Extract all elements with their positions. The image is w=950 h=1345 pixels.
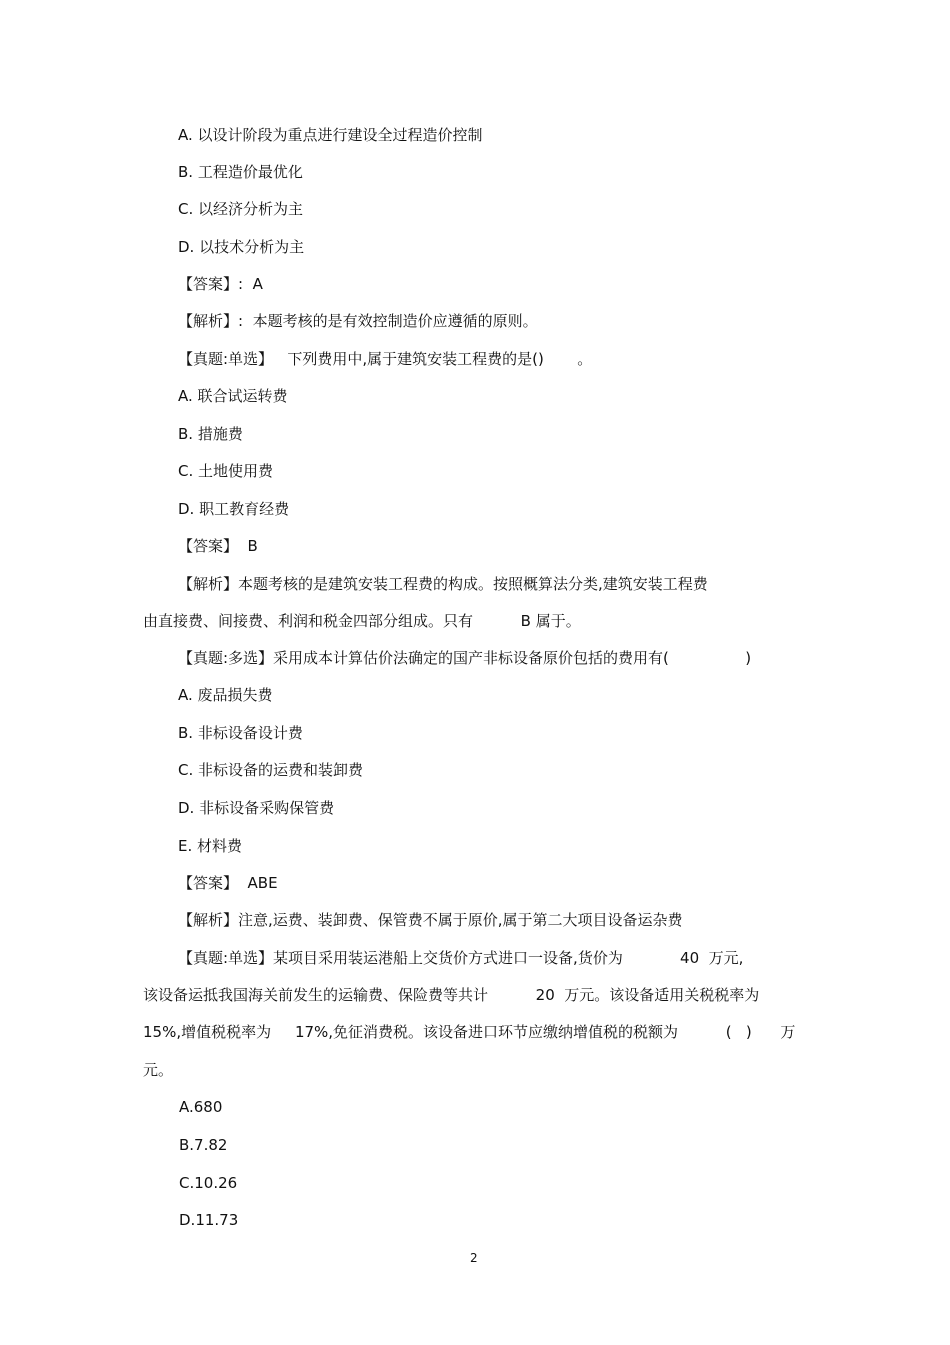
question-line: 【真题:单选】某项目采用装运港船上交货价方式进口一设备,货价为 40 万元, <box>178 949 744 967</box>
option-d-line: D. 职工教育经费 <box>178 500 290 518</box>
option-b-line: B. 工程造价最优化 <box>178 163 303 181</box>
option-d-line: D. 非标设备采购保管费 <box>178 799 335 817</box>
option-c-line: C. 以经济分析为主 <box>178 200 304 218</box>
option-a-line: A. 废品损失费 <box>178 686 273 704</box>
analysis-continuation-line: 由直接费、间接费、利润和税金四部分组成。只有 B 属于。 <box>143 612 581 630</box>
option-e-line: E. 材料费 <box>178 837 243 855</box>
option-c-line: C. 土地使用费 <box>178 462 274 480</box>
option-b-line: B.7.82 <box>179 1136 228 1154</box>
option-b-line: B. 措施费 <box>178 425 243 443</box>
answer-line: 【答案】 ABE <box>178 874 278 892</box>
analysis-line: 【解析】: 本题考核的是有效控制造价应遵循的原则。 <box>178 312 538 330</box>
question-continuation-line: 15%,增值税税率为 17%,免征消费税。该设备进口环节应缴纳增值税的税额为 ( ) 万 <box>143 1023 796 1041</box>
option-a-line: A. 联合试运转费 <box>178 387 288 405</box>
option-a-line: A. 以设计阶段为重点进行建设全过程造价控制 <box>178 126 483 144</box>
question-continuation-line: 该设备运抵我国海关前发生的运输费、保险费等共计 20 万元。该设备适用关税税率为 <box>143 986 760 1004</box>
question-continuation-line: 元。 <box>143 1061 174 1079</box>
question-line: 【真题:多选】采用成本计算估价法确定的国产非标设备原价包括的费用有( ) <box>178 649 752 667</box>
option-c-line: C.10.26 <box>179 1174 238 1192</box>
analysis-line: 【解析】注意,运费、装卸费、保管费不属于原价,属于第二大项目设备运杂费 <box>178 911 683 929</box>
page-number: 2 <box>470 1251 478 1265</box>
option-c-line: C. 非标设备的运费和装卸费 <box>178 761 364 779</box>
option-d-line: D.11.73 <box>179 1211 239 1229</box>
option-a-line: A.680 <box>179 1098 223 1116</box>
option-d-line: D. 以技术分析为主 <box>178 238 305 256</box>
answer-line: 【答案】: A <box>178 275 263 293</box>
option-b-line: B. 非标设备设计费 <box>178 724 303 742</box>
question-line: 【真题:单选】 下列费用中,属于建筑安装工程费的是() 。 <box>178 350 593 368</box>
analysis-line: 【解析】本题考核的是建筑安装工程费的构成。按照概算法分类,建筑安装工程费 <box>178 575 708 593</box>
answer-line: 【答案】 B <box>178 537 258 555</box>
